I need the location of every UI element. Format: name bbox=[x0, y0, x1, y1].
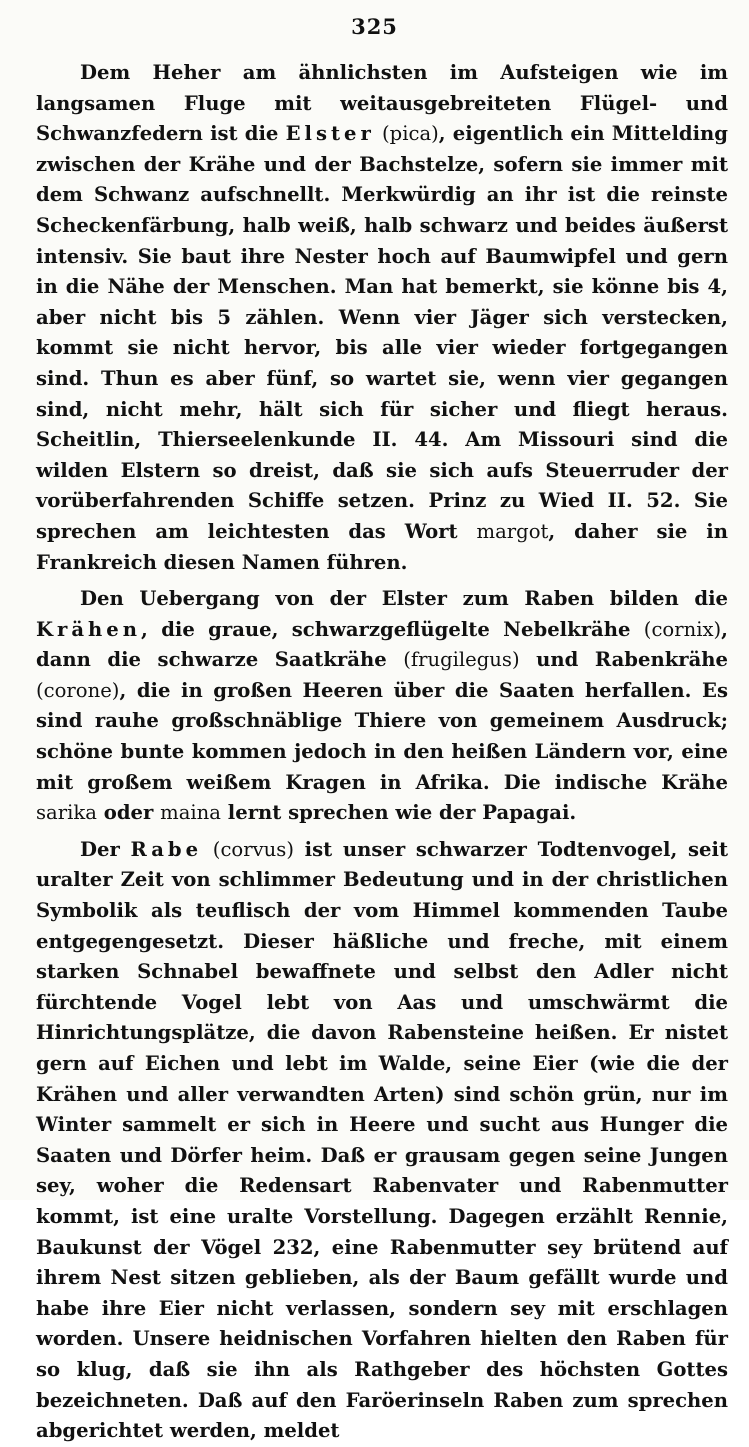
paragraph bbox=[36, 835, 728, 1447]
text-run: , dann die schwarze Saatkrähe bbox=[36, 617, 728, 672]
text-run: Der bbox=[80, 837, 131, 861]
latin-term: sarika bbox=[36, 801, 97, 825]
body-text bbox=[36, 58, 728, 1447]
text-run: , eigentlich ein Mittelding zwischen der Krähe und der Bachstelze, sofern sie immer mit dem Schwanz aufschnellt. Merkwürdig an ihr ist die reinste Scheckenfärbung, halb weiß, halb schwarz und beides äußerst intensiv. Sie baut ihre Nester hoch auf Baumwipfel und gern in die Nähe der Menschen. Man hat bemerkt, sie könne bis 4, aber nicht bis 5 zählen. Wenn vier Jäger sich verstecken, kommt sie nicht hervor, bis alle vier wieder fortgegangen sind. Thun es aber fünf, so wartet sie, wenn vier gegangen sind, nicht mehr, hält sich für sicher und fliegt heraus. Scheitlin, Thierseelenkunde II. 44. Am Missouri sind die wilden Elstern so dreist, daß sie sich aufs Steuerruder der vorüberfahrenden Schiffe setzen. Prinz zu Wied II. 52. Sie sprechen am leichtesten das Wort bbox=[36, 122, 728, 543]
latin-term: margot bbox=[476, 519, 549, 543]
emphasized-term: Rabe bbox=[130, 837, 203, 861]
latin-term: (cornix) bbox=[643, 617, 722, 641]
text-run: Dem Heher am ähnlichsten im Aufsteigen wie im langsamen Fluge mit weitausgebreiteten Flügel- und Schwanzfedern ist die bbox=[36, 61, 728, 146]
latin-term: (frugilegus) bbox=[403, 648, 520, 672]
page-number: 325 bbox=[351, 14, 398, 39]
paragraph bbox=[36, 58, 728, 578]
emphasized-term: Krähen bbox=[36, 617, 142, 641]
text-run: , die graue, schwarzgeflügelte Nebelkrähe bbox=[141, 617, 644, 641]
text-run: , die in großen Heeren über die Saaten herfallen. Es sind rauhe großschnäblige Thiere von gemeinem Ausdruck; schöne bunte kommen jedoch in den heißen Ländern vor, eine mit großem weißem Kragen in Afrika. Die indische Krähe bbox=[36, 678, 728, 794]
text-run bbox=[202, 838, 213, 861]
text-run: , daher sie in Frankreich diesen Namen führen. bbox=[36, 519, 728, 574]
text-run: lernt sprechen wie der Papagai. bbox=[220, 801, 577, 825]
latin-term: maina bbox=[160, 801, 221, 825]
latin-term: (pica) bbox=[382, 122, 439, 146]
latin-term: (corone) bbox=[36, 678, 120, 702]
emphasized-term: Elster bbox=[285, 122, 375, 146]
latin-term: (corvus) bbox=[212, 837, 294, 861]
text-run: ist unser schwarzer Todtenvogel, seit uralter Zeit von schlimmer Bedeutung und in der christlichen Symbolik als teuflisch der vom Himmel kommenden Taube entgegengesetzt. Dieser häßliche und freche, mit einem starken Schnabel bewaffnete und selbst den Adler nicht fürchtende Vogel lebt von Aas und umschwärmt die Hinrichtungsplätze, die davon Rabensteine heißen. Er nistet gern auf Eichen und lebt im Walde, seine Eier (wie die der Krähen und aller verwandten Arten) sind schön grün, nur im Winter sammelt er sich in Heere und sucht aus Hunger die Saaten und Dörfer heim. Daß er grausam gegen seine Jungen sey, woher die Redensart Rabenvater und Rabenmutter kommt, ist eine uralte Vorstellung. Dagegen erzählt Rennie, Baukunst der Vögel 232, eine Rabenmutter sey brütend auf ihrem Nest sitzen geblieben, als der Baum gefällt wurde und habe ihre Eier nicht verlassen, sondern sey mit erschlagen worden. Unsere heidnischen Vorfahren hielten den Raben für so klug, daß sie ihn als Rathgeber des höchsten Gottes bezeichneten. Daß auf den Faröerinseln Raben zum sprechen abgerichtet werden, meldet bbox=[36, 837, 729, 1443]
paragraph bbox=[36, 584, 728, 829]
text-run: Den Uebergang von der Elster zum Raben bilden die bbox=[80, 587, 728, 611]
text-run: und Rabenkrähe bbox=[519, 648, 728, 672]
text-run bbox=[375, 122, 382, 145]
text-run: oder bbox=[96, 801, 161, 825]
